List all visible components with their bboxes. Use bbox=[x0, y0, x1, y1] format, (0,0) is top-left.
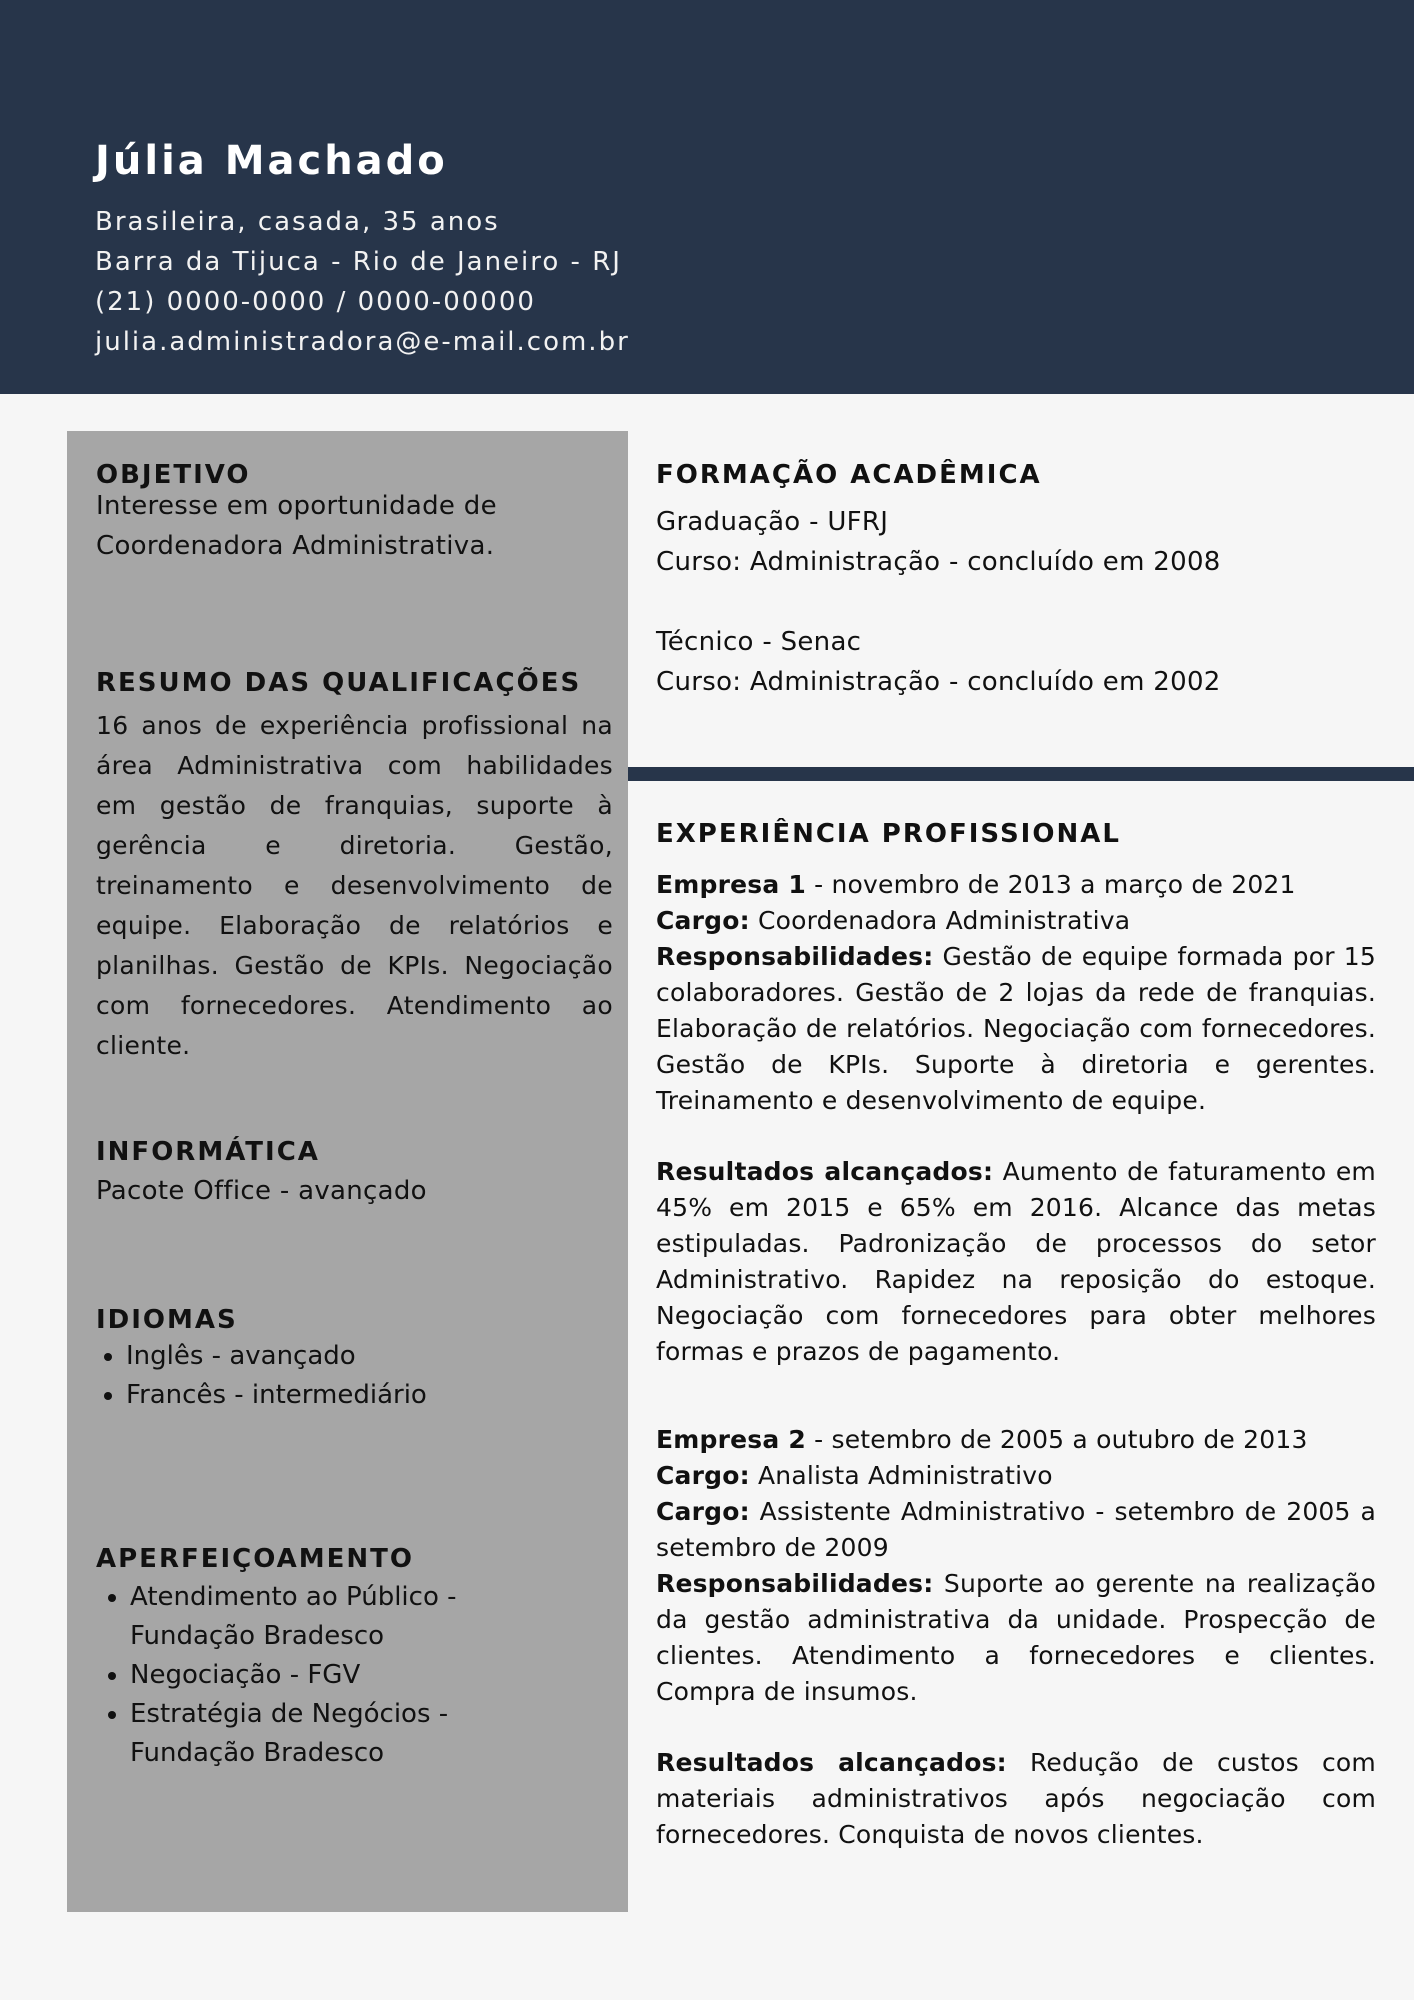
contact-info bbox=[95, 202, 630, 362]
idiomas-list bbox=[96, 1337, 616, 1415]
empresa1-cargo: Cargo: Coordenadora Administrativa bbox=[656, 906, 1131, 935]
empresa1-block bbox=[656, 867, 1376, 1370]
section-divider bbox=[628, 767, 1414, 781]
list-item: • Francês - intermediário bbox=[126, 1376, 616, 1415]
resumo-section bbox=[96, 668, 613, 1066]
empresa2-block bbox=[656, 1422, 1376, 1853]
aperfeicoamento-section bbox=[96, 1544, 606, 1773]
header-banner bbox=[0, 0, 1414, 394]
experiencia-section bbox=[656, 819, 1376, 1853]
candidate-name: Júlia Machado bbox=[95, 138, 448, 184]
empresa2-responsabilidades: Responsabilidades: Suporte ao gerente na realização da gestão administrativa da unidade. Prospecção de clientes. Atendimento a fornecedores e clientes. Compra de insumos. bbox=[656, 1569, 1376, 1706]
list-item: • Negociação - FGV bbox=[130, 1656, 580, 1695]
objetivo-text: Interesse em oportunidade de Coordenadora Administrativa. bbox=[96, 491, 497, 561]
empresa2-cargo: Cargo: Analista Administrativo bbox=[656, 1461, 1053, 1490]
empresa1-responsabilidades: Responsabilidades: Gestão de equipe formada por 15 colaboradores. Gestão de 2 lojas da rede de franquias. Elaboração de relatórios. Negociação com fornecedores. Gestão de KPIs. Suporte à diretoria e gerentes. Treinamento e desenvolvimento de equipe. bbox=[656, 942, 1376, 1115]
aperfeicoamento-title: APERFEIÇOAMENTO bbox=[96, 1544, 414, 1574]
idiomas-title: IDIOMAS bbox=[96, 1305, 238, 1335]
empresa1-resultados: Resultados alcançados: Aumento de faturamento em 45% em 2015 e 65% em 2016. Alcance das metas estipuladas. Padronização de processos do setor Administrativo. Rapidez na reposição do estoque. Negociação com fornecedores para obter melhores formas e prazos de pagamento. bbox=[656, 1157, 1376, 1366]
aperfeicoamento-list bbox=[96, 1578, 580, 1773]
experiencia-title: EXPERIÊNCIA PROFISSIONAL bbox=[656, 819, 1121, 849]
empresa2-header: Empresa 2 - setembro de 2005 a outubro de 2013 bbox=[656, 1425, 1308, 1454]
phone: (21) 0000-0000 / 0000-00000 bbox=[95, 287, 536, 317]
informatica-title: INFORMÁTICA bbox=[96, 1137, 320, 1167]
formacao-section bbox=[656, 460, 1376, 702]
formacao-degree: Graduação - UFRJ bbox=[656, 507, 889, 537]
objetivo-title: OBJETIVO bbox=[96, 460, 251, 490]
resumo-text: 16 anos de experiência profissional na área Administrativa com habilidades em gestão de franquias, suporte à gerência e diretoria. Gestão, treinamento e desenvolvimento de equipe. Elaboração de relatórios e planilhas. Gestão de KPIs. Negociação com fornecedores. Atendimento ao cliente. bbox=[96, 711, 613, 1060]
informatica-text: Pacote Office - avançado bbox=[96, 1176, 427, 1206]
formacao-title: FORMAÇÃO ACADÊMICA bbox=[656, 460, 1042, 490]
formacao-degree: Técnico - Senac bbox=[656, 627, 862, 657]
formacao-entry-tecnico bbox=[656, 622, 1376, 702]
empresa2-resultados: Resultados alcançados: Redução de custos com materiais administrativos após negociação com fornecedores. Conquista de novos clientes. bbox=[656, 1748, 1376, 1849]
list-item: • Estratégia de Negócios - Fundação Bradesco bbox=[130, 1695, 580, 1773]
formacao-course: Curso: Administração - concluído em 2002 bbox=[656, 667, 1221, 697]
idiomas-section bbox=[96, 1305, 616, 1415]
objetivo-section bbox=[96, 460, 616, 566]
informatica-section bbox=[96, 1137, 616, 1211]
empresa2-cargo-anterior: Cargo: Assistente Administrativo - setembro de 2005 a setembro de 2009 bbox=[656, 1497, 1376, 1562]
empresa1-header: Empresa 1 - novembro de 2013 a março de 2021 bbox=[656, 870, 1296, 899]
list-item: • Atendimento ao Público - Fundação Bradesco bbox=[130, 1578, 580, 1656]
resumo-title: RESUMO DAS QUALIFICAÇÕES bbox=[96, 668, 582, 698]
address: Barra da Tijuca - Rio de Janeiro - RJ bbox=[95, 247, 622, 277]
list-item: • Inglês - avançado bbox=[126, 1337, 616, 1376]
formacao-course: Curso: Administração - concluído em 2008 bbox=[656, 547, 1221, 577]
formacao-entry-graduacao bbox=[656, 502, 1376, 582]
personal-info: Brasileira, casada, 35 anos bbox=[95, 207, 500, 237]
email: julia.administradora@e-mail.com.br bbox=[95, 327, 630, 357]
